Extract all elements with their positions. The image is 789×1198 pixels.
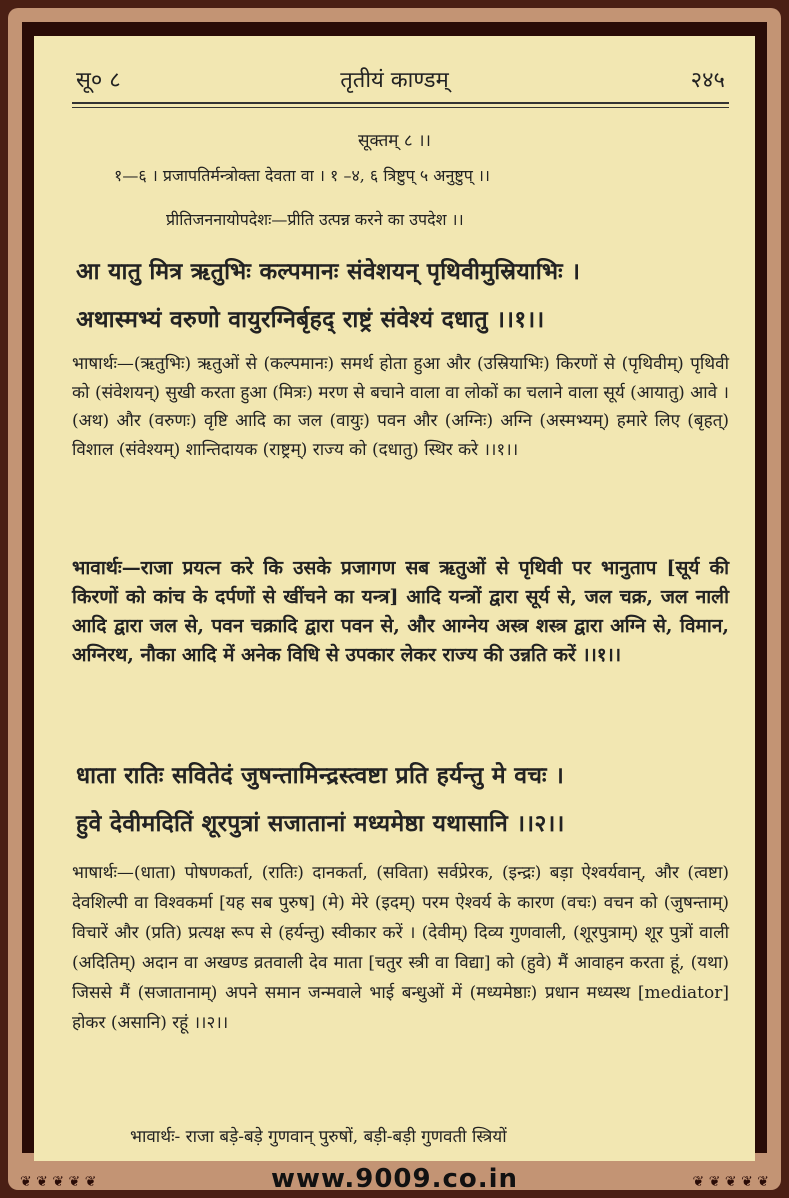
sukta-title: सूक्तम् ८ ।। [358,131,431,151]
mantra-1-line-1: आ यातु मित्र ऋतुभिः कल्पमानः संवेशयन् पृथिवीमुस्रियाभिः । [76,258,581,285]
page-header [34,56,755,92]
footer-ornament-right-icon: ❦ ❦ ❦ ❦ ❦ [692,1174,769,1190]
sukta-number: सू० ८ [76,68,121,93]
mantra-2-line-2: हुवे देवीमदितिं शूरपुत्रां सजातानां मध्यमेष्ठा यथासानि ।।२।। [76,810,565,837]
bhashartha-2: भाषार्थः—(धाता) पोषणकर्ता, (रातिः) दानकर्ता, (सविता) सर्वप्रेरक, (इन्द्रः) बड़ा ऐश्वर्यवान्, और (त्वष्टा) देवशिल्पी वा विश्वकर्मा [यह सब पुरुष] (मे) मेरे (इदम्) परम ऐश्वर्य के कारण (वचः) वचन को (जुषन्ताम्) विचारें और (प्रति) प्रत्यक्ष रूप से (हर्यन्तु) स्वीकार करें । (देवीम्) दिव्य गुणवाली, (शूरपुत्राम्) शूर पुत्रों वाली (अदितिम्) अदान वा अखण्ड व्रतवाली देव माता [चतुर स्त्री वा विद्या] को (हुवे) मैं आवाहन करता हूं, (यथा) जिससे मैं (सजातानाम्) अपने समान जन्मवाले भाई बन्धुओं में (मध्यमेष्ठाः) प्रधान मध्यस्थ [mediator] होकर (असानि) रहूं ।।२।। [72,863,729,1033]
topic-line: प्रीतिजननायोपदेशः—प्रीति उत्पन्न करने का उपदेश ।। [166,210,464,229]
deity-meter-line: १—६ । प्रजापतिर्मन्त्रोक्ता देवता वा । १ –४, ६ त्रिष्टुप् ५ अनुष्टुप् ।। [114,166,490,185]
website-footer: www.9009.co.in [270,1164,519,1194]
header-rule [72,102,729,108]
bhavartha-2-partial: भावार्थः- राजा बड़े-बड़े गुणवान् पुरुषों, बड़ी-बड़ी गुणवती स्त्रियों [130,1127,507,1147]
book-page [34,36,755,1161]
kanda-title: तृतीयं काण्डम् [340,68,449,93]
mantra-1-line-2: अथास्मभ्यं वरुणो वायुरग्निर्बृहद् राष्ट्रं संवेश्यं दधातु ।।१।। [76,306,545,333]
bhavartha-1: भावार्थः—राजा प्रयत्न करे कि उसके प्रजागण सब ऋतुओं से पृथिवी पर भानुताप [सूर्य की किरणों को कांच के दर्पणों से खींचने का यन्त्र] आदि यन्त्रों द्वारा सूर्य से, जल चक्र, जल नाली आदि द्वारा जल से, पवन चक्रादि द्वारा पवन से, और आग्नेय अस्त्र शस्त्र द्वारा अग्नि से, विमान, अग्निरथ, नौका आदि में अनेक विधि से उपकार लेकर राज्य की उन्नति करें ।।१।। [72,557,729,666]
footer-ornament-left-icon: ❦ ❦ ❦ ❦ ❦ [20,1174,97,1190]
bhashartha-1: भाषार्थः—(ऋतुभिः) ऋतुओं से (कल्पमानः) समर्थ होता हुआ और (उस्रियाभिः) किरणों से (पृथिवीम्) पृथिवी को (संवेशयन्) सुखी करता हुआ (मित्रः) मरण से बचाने वाला वा लोकों का चलाने वाला सूर्य (आयातु) आवे । (अथ) और (वरुणः) वृष्टि आदि का जल (वायुः) पवन और (अग्निः) अग्नि (अस्मभ्यम्) हमारे लिए (बृहत्) विशाल (संवेश्यम्) शान्तिदायक (राष्ट्रम्) राज्य को (दधातु) स्थिर करे ।।१।। [72,354,729,460]
page-number: २४५ [690,68,725,93]
mantra-2-line-1: धाता रातिः सवितेदं जुषन्तामिन्द्रस्त्वष्टा प्रति हर्यन्तु मे वचः । [76,762,565,789]
